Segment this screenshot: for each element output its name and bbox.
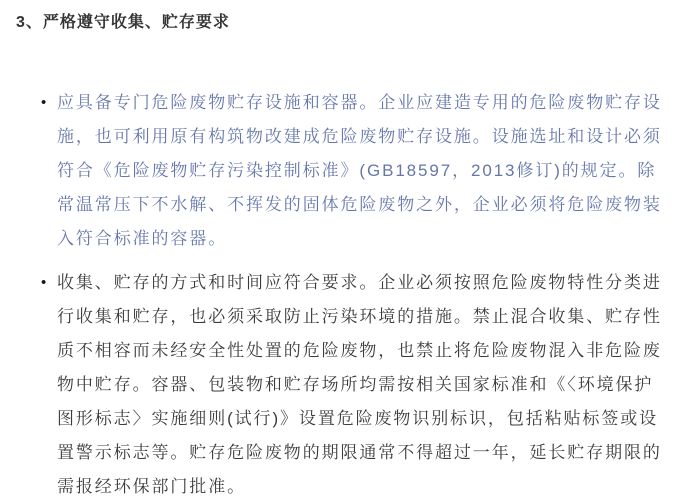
bullet-dot-icon: • bbox=[41, 94, 47, 111]
bullet-dot-icon: • bbox=[41, 274, 47, 291]
bullet-text-collection-requirements: 收集、贮存的方式和时间应符合要求。企业必须按照危险废物特性分类进行收集和贮存，也必须采取防止污染环境的措施。禁止混合收集、贮存性质不相容而未经安全性处置的危险废物，也禁止将危险废物混入非危险废物中贮存。容器、包装物和贮存场所均需按相关国家标准和《〈环境保护图形标志〉实施细则(试行)》设置危险废物识别标识，包括粘贴标签或设置警示标志等。贮存危险废物的期限通常不得超过一年，延长贮存期限的需报经环保部门批准。 bbox=[57, 273, 662, 496]
section-heading: 3、严格遵守收集、贮存要求 bbox=[16, 14, 230, 31]
bullet-list bbox=[16, 86, 680, 504]
bullet-item-collection-requirements bbox=[16, 266, 680, 504]
bullet-text-storage-facilities: 应具备专门危险废物贮存设施和容器。企业应建造专用的危险废物贮存设施，也可利用原有构筑物改建成危险废物贮存设施。设施选址和设计必须符合《危险废物贮存污染控制标准》(GB18597，2013修订)的规定。除常温常压下不水解、不挥发的固体危险废物之外，企业必须将危险废物装入符合标准的容器。 bbox=[57, 93, 662, 248]
bullet-item-storage-facilities bbox=[16, 86, 680, 256]
